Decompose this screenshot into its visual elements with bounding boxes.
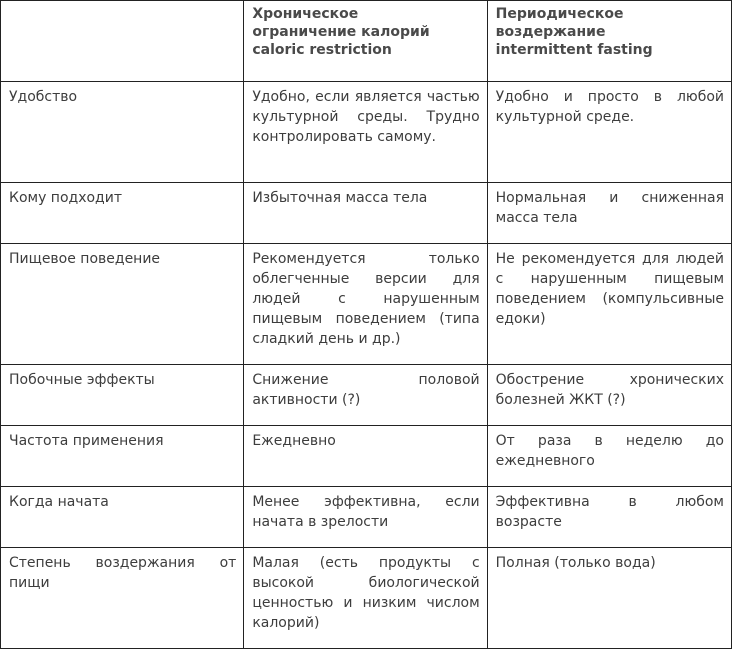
cr-cell: Снижение половой активности (?) [244, 365, 487, 426]
row-label: Частота применения [1, 426, 244, 487]
table-row [1, 244, 732, 365]
row-label: Удобство [1, 82, 244, 183]
row-label: Кому подходит [1, 183, 244, 244]
if-cell: От раза в неделю до ежедневного [487, 426, 731, 487]
table-row [1, 82, 732, 183]
header-cr-line1: Хроническое [252, 6, 359, 22]
header-empty-cell [1, 1, 244, 82]
row-label: Пищевое поведение [1, 244, 244, 365]
header-if-line1: Периодическое [495, 6, 624, 22]
table-row [1, 548, 732, 649]
table-header-row [1, 1, 732, 82]
cr-cell: Малая (есть продукты с высокой биологической ценностью и низким числом калорий) [244, 548, 487, 649]
if-cell: Эффективна в любом возрасте [487, 487, 731, 548]
table-row [1, 426, 732, 487]
cr-cell: Удобно, если является частью культурной среды. Трудно контролировать самому. [244, 82, 487, 183]
header-if-line2: воздержание [495, 24, 606, 40]
header-caloric-restriction [244, 1, 487, 82]
header-cr-line3: caloric restriction [252, 42, 392, 58]
row-label: Побочные эффекты [1, 365, 244, 426]
header-if-line3: intermittent fasting [495, 42, 653, 58]
cr-cell: Менее эффективна, если начата в зрелости [244, 487, 487, 548]
if-cell: Нормальная и сниженная масса тела [487, 183, 731, 244]
header-cr-line2: ограничение калорий [252, 24, 430, 40]
table-row [1, 183, 732, 244]
if-cell: Удобно и просто в любой культурной среде. [487, 82, 731, 183]
row-label: Степень воздержания от пищи [1, 548, 244, 649]
if-cell: Полная (только вода) [487, 548, 731, 649]
table-row [1, 365, 732, 426]
cr-cell: Избыточная масса тела [244, 183, 487, 244]
if-cell: Обострение хронических болезней ЖКТ (?) [487, 365, 731, 426]
cr-cell: Рекомендуется только облегченные версии для людей с нарушенным пищевым поведением (типа сладкий день и др.) [244, 244, 487, 365]
row-label: Когда начата [1, 487, 244, 548]
header-intermittent-fasting [487, 1, 731, 82]
if-cell: Не рекомендуется для людей с нарушенным пищевым поведением (компульсивные едоки) [487, 244, 731, 365]
table-row [1, 487, 732, 548]
cr-cell: Ежедневно [244, 426, 487, 487]
